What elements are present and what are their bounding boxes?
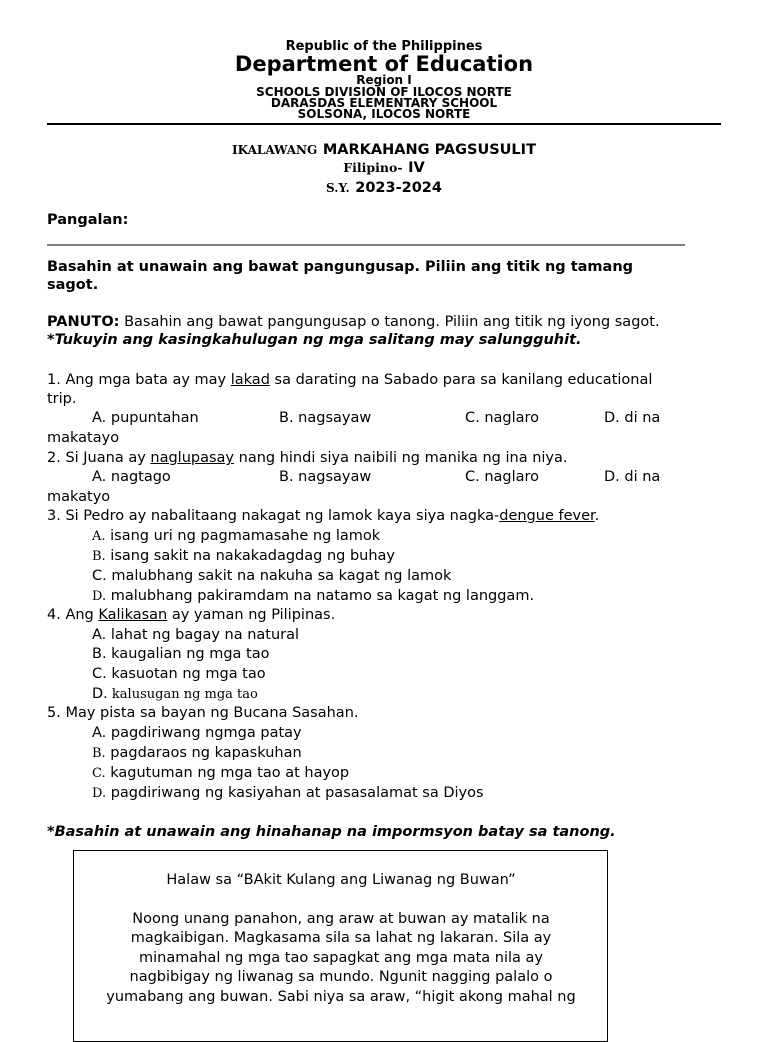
question-2: 2. Si Juana ay naglupasay nang hindi siya naibili ng manika ng ina niya.	[47, 450, 568, 466]
passage-line: nagbibigay ng liwanag sa mundo. Ngunit nagging palalo o	[129, 969, 553, 985]
q5-choice-a[interactable]: A. pagdiriwang ngmga patay	[92, 725, 302, 741]
exam-title: IKALAWANG MARKAHANG PAGSUSULIT	[232, 142, 536, 158]
main-instruction: Basahin at unawain ang bawat pangungusap. Piliin ang titik ng tamang	[47, 259, 634, 275]
passage-title: Halaw sa “BAkit Kulang ang Liwanag ng Buwan”	[166, 872, 516, 888]
address-heading: SOLSONA, ILOCOS NORTE	[297, 107, 471, 121]
q2-choice-d[interactable]: D. di na	[604, 469, 661, 485]
q5-choice-c[interactable]: C. kagutuman ng mga tao at hayop	[92, 765, 350, 781]
q2-choice-d-cont: makatyo	[47, 489, 111, 505]
passage-line: minamahal ng mga tao sapagkat ang mga mata nila ay	[139, 950, 543, 966]
q1-choice-c[interactable]: C. naglaro	[465, 410, 540, 426]
main-instruction-cont: sagot.	[47, 277, 99, 293]
q4-choice-c[interactable]: C. kasuotan ng mga tao	[92, 666, 266, 682]
q1-choice-a[interactable]: A. pupuntahan	[92, 410, 199, 426]
section2-instruction: *Basahin at unawain ang hinahanap na impormsyon batay sa tanong.	[47, 824, 616, 840]
q1-choice-d[interactable]: D. di na	[604, 410, 661, 426]
question-1: 1. Ang mga bata ay may lakad sa darating na Sabado para sa kanilang educational	[47, 372, 653, 388]
section1-instruction: *Tukuyin ang kasingkahulugan ng mga salitang may salungguhit.	[47, 332, 582, 348]
q2-choice-c[interactable]: C. naglaro	[465, 469, 540, 485]
q4-choice-d[interactable]: D. kalusugan ng mga tao	[92, 686, 258, 702]
division-heading: SCHOOLS DIVISION OF ILOCOS NORTE	[256, 85, 512, 99]
q2-choice-a[interactable]: A. nagtago	[92, 469, 171, 485]
q5-choice-d[interactable]: D. pagdiriwang ng kasiyahan at pasasalamat sa Diyos	[92, 785, 484, 801]
q4-underlined-word: Kalikasan	[98, 607, 168, 623]
q5-choice-b[interactable]: B. pagdaraos ng kapaskuhan	[92, 745, 302, 761]
question-5: 5. May pista sa bayan ng Bucana Sasahan.	[47, 705, 359, 721]
q4-choice-b[interactable]: B. kaugalian ng mga tao	[92, 646, 270, 662]
passage-line: Noong unang panahon, ang araw at buwan ay matalik na	[132, 911, 550, 927]
exam-school-year: S.Y. 2023-2024	[326, 180, 442, 196]
region-heading: Region I	[356, 73, 412, 87]
department-title: Department of Education	[234, 52, 534, 76]
q3-choice-a[interactable]: A. isang uri ng pagmamasahe ng lamok	[92, 528, 381, 544]
question-3: 3. Si Pedro ay nabalitaang nakagat ng lamok kaya siya nagka-dengue fever.	[47, 508, 600, 524]
q3-choice-b[interactable]: B. isang sakit na nakakadagdag ng buhay	[92, 548, 395, 564]
question-1-cont: trip.	[47, 391, 77, 407]
q3-choice-d[interactable]: D. malubhang pakiramdam na natamo sa kagat ng langgam.	[92, 588, 535, 604]
q1-choice-b[interactable]: B. nagsayaw	[279, 410, 372, 426]
republic-heading: Republic of the Philippines	[285, 39, 483, 54]
q2-choice-b[interactable]: B. nagsayaw	[279, 469, 372, 485]
question-4: 4. Ang Kalikasan ay yaman ng Pilipinas.	[47, 607, 336, 623]
q3-underlined-word: dengue fever	[499, 508, 595, 524]
school-heading: DARASDAS ELEMENTARY SCHOOL	[270, 96, 498, 110]
q1-choice-d-cont: makatayo	[47, 430, 120, 446]
name-label: Pangalan:	[47, 212, 129, 228]
exam-subject: Filipino- IV	[343, 160, 425, 176]
header-divider	[47, 123, 721, 125]
q1-underlined-word: lakad	[230, 372, 270, 388]
passage-line: magkaibigan. Magkasama sila sa lahat ng lakaran. Sila ay	[130, 930, 552, 946]
q2-underlined-word: naglupasay	[150, 450, 235, 466]
name-line[interactable]: ________________________________________________________________________________________	[47, 230, 685, 246]
panuto-line: PANUTO: Basahin ang bawat pangungusap o tanong. Piliin ang titik ng iyong sagot.	[47, 314, 660, 330]
q4-choice-a[interactable]: A. lahat ng bagay na natural	[92, 627, 300, 643]
q3-choice-c[interactable]: C. malubhang sakit na nakuha sa kagat ng lamok	[92, 568, 452, 584]
passage-line: yumabang ang buwan. Sabi niya sa araw, “higit akong mahal ng	[106, 989, 576, 1005]
